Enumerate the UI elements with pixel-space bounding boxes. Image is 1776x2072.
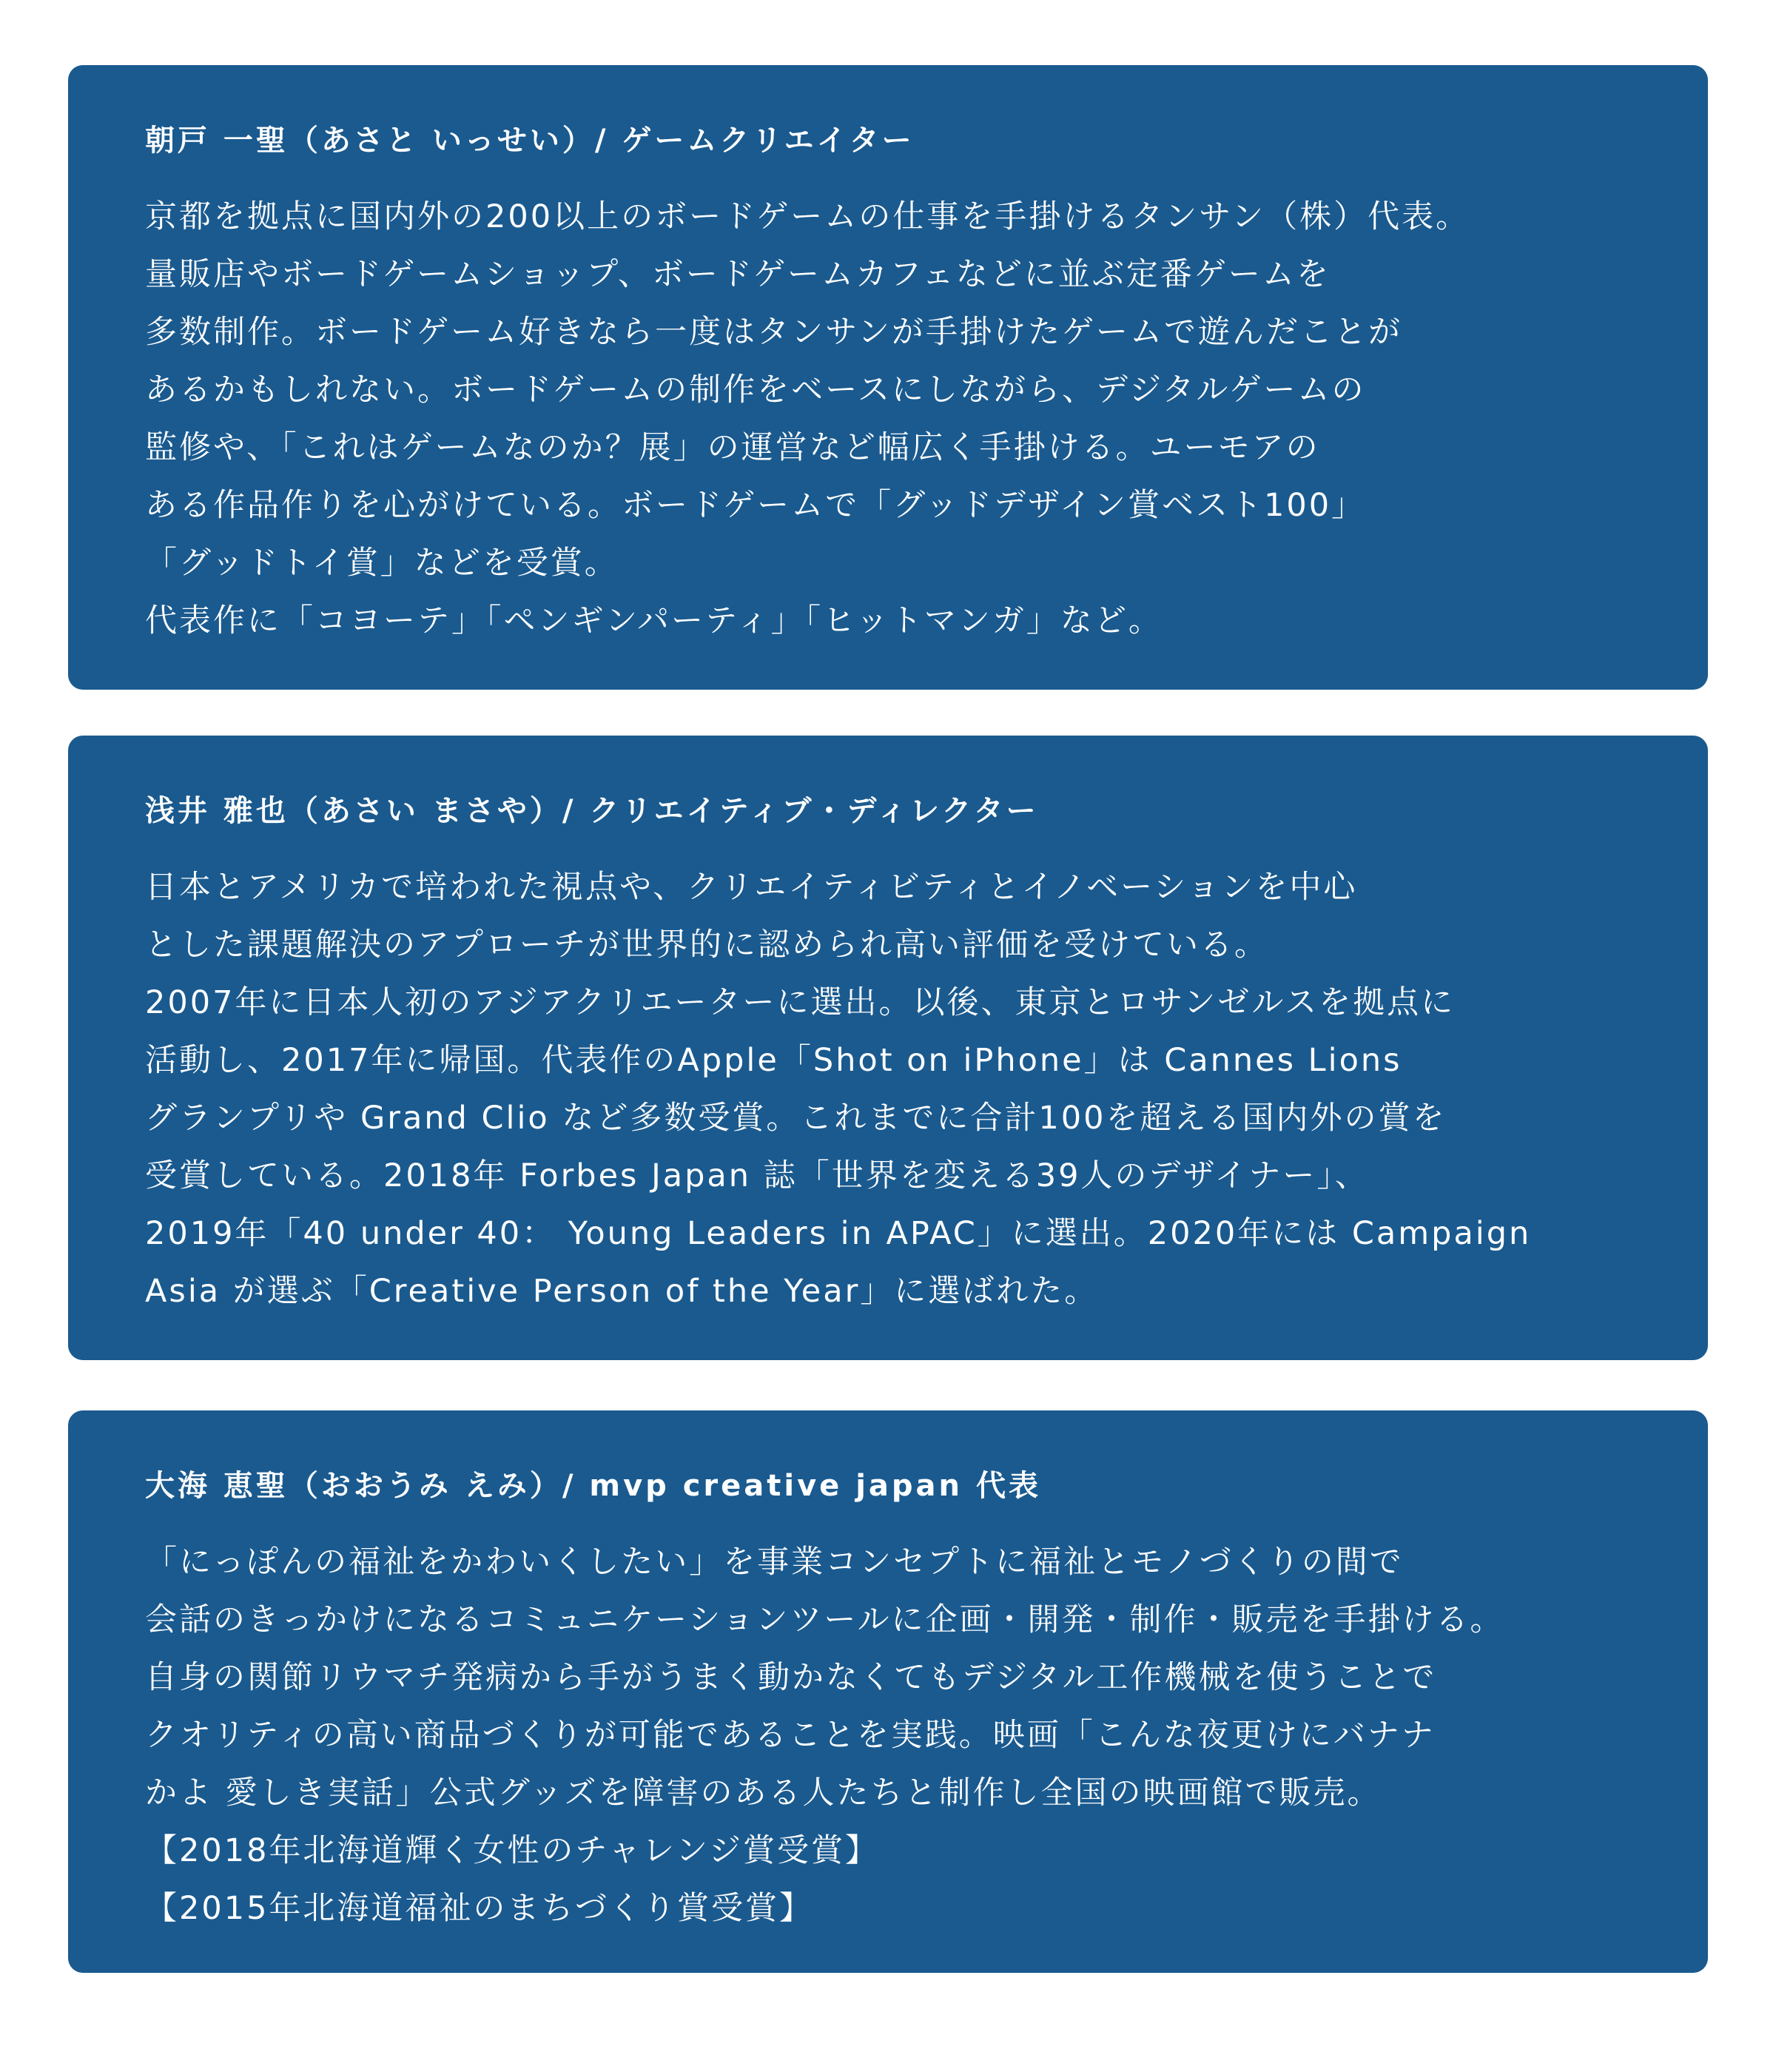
bio-line: 受賞している。2018年 Forbes Japan 誌「世界を変える39人のデザイナー」、: [145, 1157, 1369, 1194]
profile-bio: [145, 1533, 1634, 1937]
bio-line: 活動し、2017年に帰国。代表作のApple「Shot on iPhone」は Cannes Lions: [145, 1042, 1402, 1079]
bio-line: クオリティの高い商品づくりが可能であることを実践。映画「こんな夜更けにバナナ: [145, 1717, 1436, 1754]
bio-line: 【2015年北海道福祉のまちづくり賞受賞】: [145, 1890, 814, 1927]
bio-line: 会話のきっかけになるコミュニケーションツールに企画・開発・制作・販売を手掛ける。: [145, 1601, 1504, 1638]
bio-line: 監修や、「これはゲームなのか？展」の運営など幅広く手掛ける。ユーモアの: [145, 429, 1320, 466]
bio-line: 自身の関節リウマチ発病から手がうまく動かなくてもデジタル工作機械を使うことで: [145, 1659, 1437, 1696]
profile-title: 朝戸 一聖（あさと いっせい）/ ゲームクリエイター: [145, 124, 915, 158]
profile-bio: [145, 188, 1634, 650]
profile-title: 浅井 雅也（あさい まさや）/ クリエイティブ・ディレクター: [145, 794, 1039, 828]
bio-line: 量販店やボードゲームショップ、ボードゲームカフェなどに並ぶ定番ゲームを: [145, 256, 1331, 293]
bio-line: 「にっぽんの福祉をかわいくしたい」を事業コンセプトに福祉とモノづくりの間で: [145, 1544, 1404, 1581]
bio-line: ある作品作りを心がけている。ボードゲームで「グッドデザイン賞ベスト100」: [145, 487, 1366, 524]
bio-line: とした課題解決のアプローチが世界的に認められ高い評価を受けている。: [145, 926, 1268, 963]
bio-line: 【2018年北海道輝く女性のチャレンジ賞受賞】: [145, 1832, 879, 1869]
profile-card-oumi: [68, 1410, 1708, 1973]
bio-line: 日本とアメリカで培われた視点や、クリエイティビティとイノベーションを中心: [145, 869, 1358, 906]
profile-bio: [145, 858, 1634, 1320]
bio-line: グランプリや Grand Clio など多数受賞。これまでに合計100を超える国内外の賞を: [145, 1100, 1447, 1137]
profile-card-asato: [68, 65, 1708, 690]
bio-line: かよ 愛しき実話」公式グッズを障害のある人たちと制作し全国の映画館で販売。: [145, 1775, 1382, 1812]
profile-card-asai: [68, 736, 1708, 1360]
bio-line: 2007年に日本人初のアジアクリエーターに選出。以後、東京とロサンゼルスを拠点に: [145, 984, 1456, 1021]
bio-line: 多数制作。ボードゲーム好きなら一度はタンサンが手掛けたゲームで遊んだことが: [145, 314, 1402, 351]
bio-line: 京都を拠点に国内外の200以上のボードゲームの仕事を手掛けるタンサン（株）代表。: [145, 198, 1470, 235]
bio-line: あるかもしれない。ボードゲームの制作をベースにしながら、デジタルゲームの: [145, 371, 1366, 408]
bio-line: 「グッドトイ賞」などを受賞。: [145, 545, 619, 582]
bio-line: 2019年「40 under 40： Young Leaders in APAC」に選出。2020年には Campaign: [145, 1215, 1532, 1252]
profile-title: 大海 恵聖（おおうみ えみ）/ mvp creative japan 代表: [145, 1469, 1041, 1503]
bio-line: Asia が選ぶ「Creative Person of the Year」に選ばれた。: [145, 1273, 1099, 1310]
bio-line: 代表作に「コヨーテ」「ペンギンパーティ」「ヒットマンガ」など。: [145, 602, 1163, 639]
